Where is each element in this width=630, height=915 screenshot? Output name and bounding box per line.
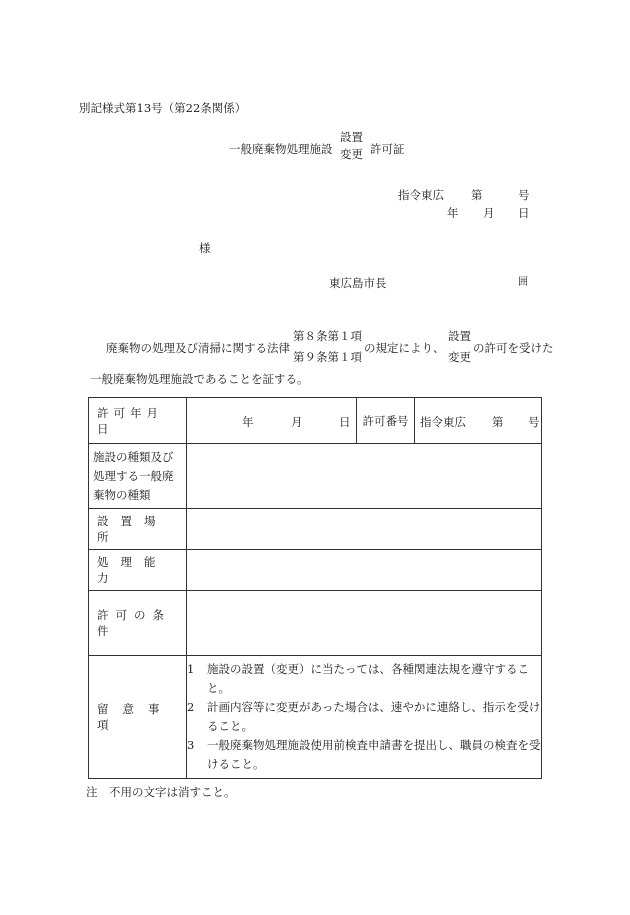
permit-date-day: 日 — [339, 414, 351, 429]
facility-type-label-line3: 棄物の種類 — [93, 487, 151, 502]
permit-date-label-cell — [89, 398, 187, 444]
facility-type-label — [89, 444, 187, 509]
ref-number-dai: 第 — [471, 188, 483, 202]
footnote: 注 不用の文字は消すこと。 — [86, 785, 236, 799]
title-option-change: 変更 — [340, 146, 363, 161]
statement-options — [448, 331, 471, 363]
note-text: 計画内容等に変更があった場合は、速やかに連絡し、指示を受けること。 — [207, 700, 541, 733]
permit-date-month: 月 — [291, 414, 303, 429]
row-notes — [89, 656, 542, 779]
facility-type-label-line1: 施設の種類及び — [93, 449, 174, 464]
location-value — [187, 509, 542, 550]
form-reference: 別記様式第13号（第22条関係） — [79, 101, 247, 115]
note-text: 施設の設置（変更）に当たっては、各種関連法規を遵守すること。 — [207, 662, 529, 695]
permit-number-value-cell — [415, 398, 542, 444]
law-article-9: 第９条第１項 — [293, 349, 362, 364]
ref-number-prefix: 指令東広 — [398, 188, 444, 202]
row-permit-date — [89, 398, 542, 444]
note-text: 一般廃棄物処理施設使用前検査申請書を提出し、職員の検査を受けること。 — [207, 738, 541, 771]
statement-line2: 一般廃棄物処理施設であることを証する。 — [90, 372, 309, 386]
note-number: 2 — [187, 700, 195, 714]
statement-law-options — [293, 331, 362, 363]
row-capacity — [89, 550, 542, 591]
title-option-install: 設置 — [340, 130, 363, 144]
conditions-label: 許可の条件 — [97, 608, 171, 638]
issuer-name: 東広島市長 — [329, 276, 387, 290]
statement-option-install: 設置 — [448, 329, 471, 343]
capacity-label-cell — [89, 550, 187, 591]
notes-label-cell — [89, 656, 187, 779]
title-prefix: 一般廃棄物処理施設 — [229, 142, 333, 156]
permit-number-label: 許可番号 — [357, 398, 415, 444]
seal-mark: 囲 — [518, 277, 528, 288]
notes-list — [187, 656, 542, 779]
statement-part2: の規定により、 — [364, 341, 445, 355]
notes-label: 留意事項 — [97, 702, 174, 732]
conditions-label-cell — [89, 591, 187, 656]
note-item — [187, 698, 541, 736]
note-number: 1 — [187, 662, 195, 676]
ref-date-day: 日 — [518, 206, 530, 220]
note-item — [187, 660, 541, 698]
statement-option-change: 変更 — [448, 349, 471, 364]
law-article-8: 第８条第１項 — [293, 329, 362, 343]
permit-date-label — [89, 405, 186, 437]
ref-date-year: 年 — [447, 206, 459, 220]
title-options — [340, 132, 363, 160]
note-number: 3 — [187, 738, 195, 752]
facility-type-value — [187, 444, 542, 509]
facility-type-label-line2: 処理する一般廃 — [93, 468, 174, 483]
permit-date-value-cell — [187, 398, 357, 444]
addressee-honorific: 様 — [199, 241, 211, 255]
statement-part1: 廃棄物の処理及び清掃に関する法律 — [106, 341, 290, 355]
location-label: 設置場所 — [97, 514, 168, 544]
row-facility-type — [89, 444, 542, 509]
capacity-value — [187, 550, 542, 591]
permit-number-prefix: 指令東広 — [420, 414, 466, 429]
ref-number-go: 号 — [518, 188, 530, 202]
title-suffix: 許可証 — [370, 142, 405, 156]
row-location — [89, 509, 542, 550]
permit-number-go: 号 — [528, 414, 540, 429]
row-conditions — [89, 591, 542, 656]
permit-date-label-text: 許可年月日 — [97, 405, 163, 436]
capacity-label: 処理能力 — [97, 555, 168, 585]
permit-number-dai: 第 — [492, 414, 504, 429]
note-item — [187, 736, 541, 774]
permit-table — [88, 397, 542, 779]
permit-date-year: 年 — [242, 414, 254, 429]
statement-part3: の許可を受けた — [473, 341, 554, 355]
location-label-cell — [89, 509, 187, 550]
ref-date-month: 月 — [483, 206, 495, 220]
conditions-value — [187, 591, 542, 656]
